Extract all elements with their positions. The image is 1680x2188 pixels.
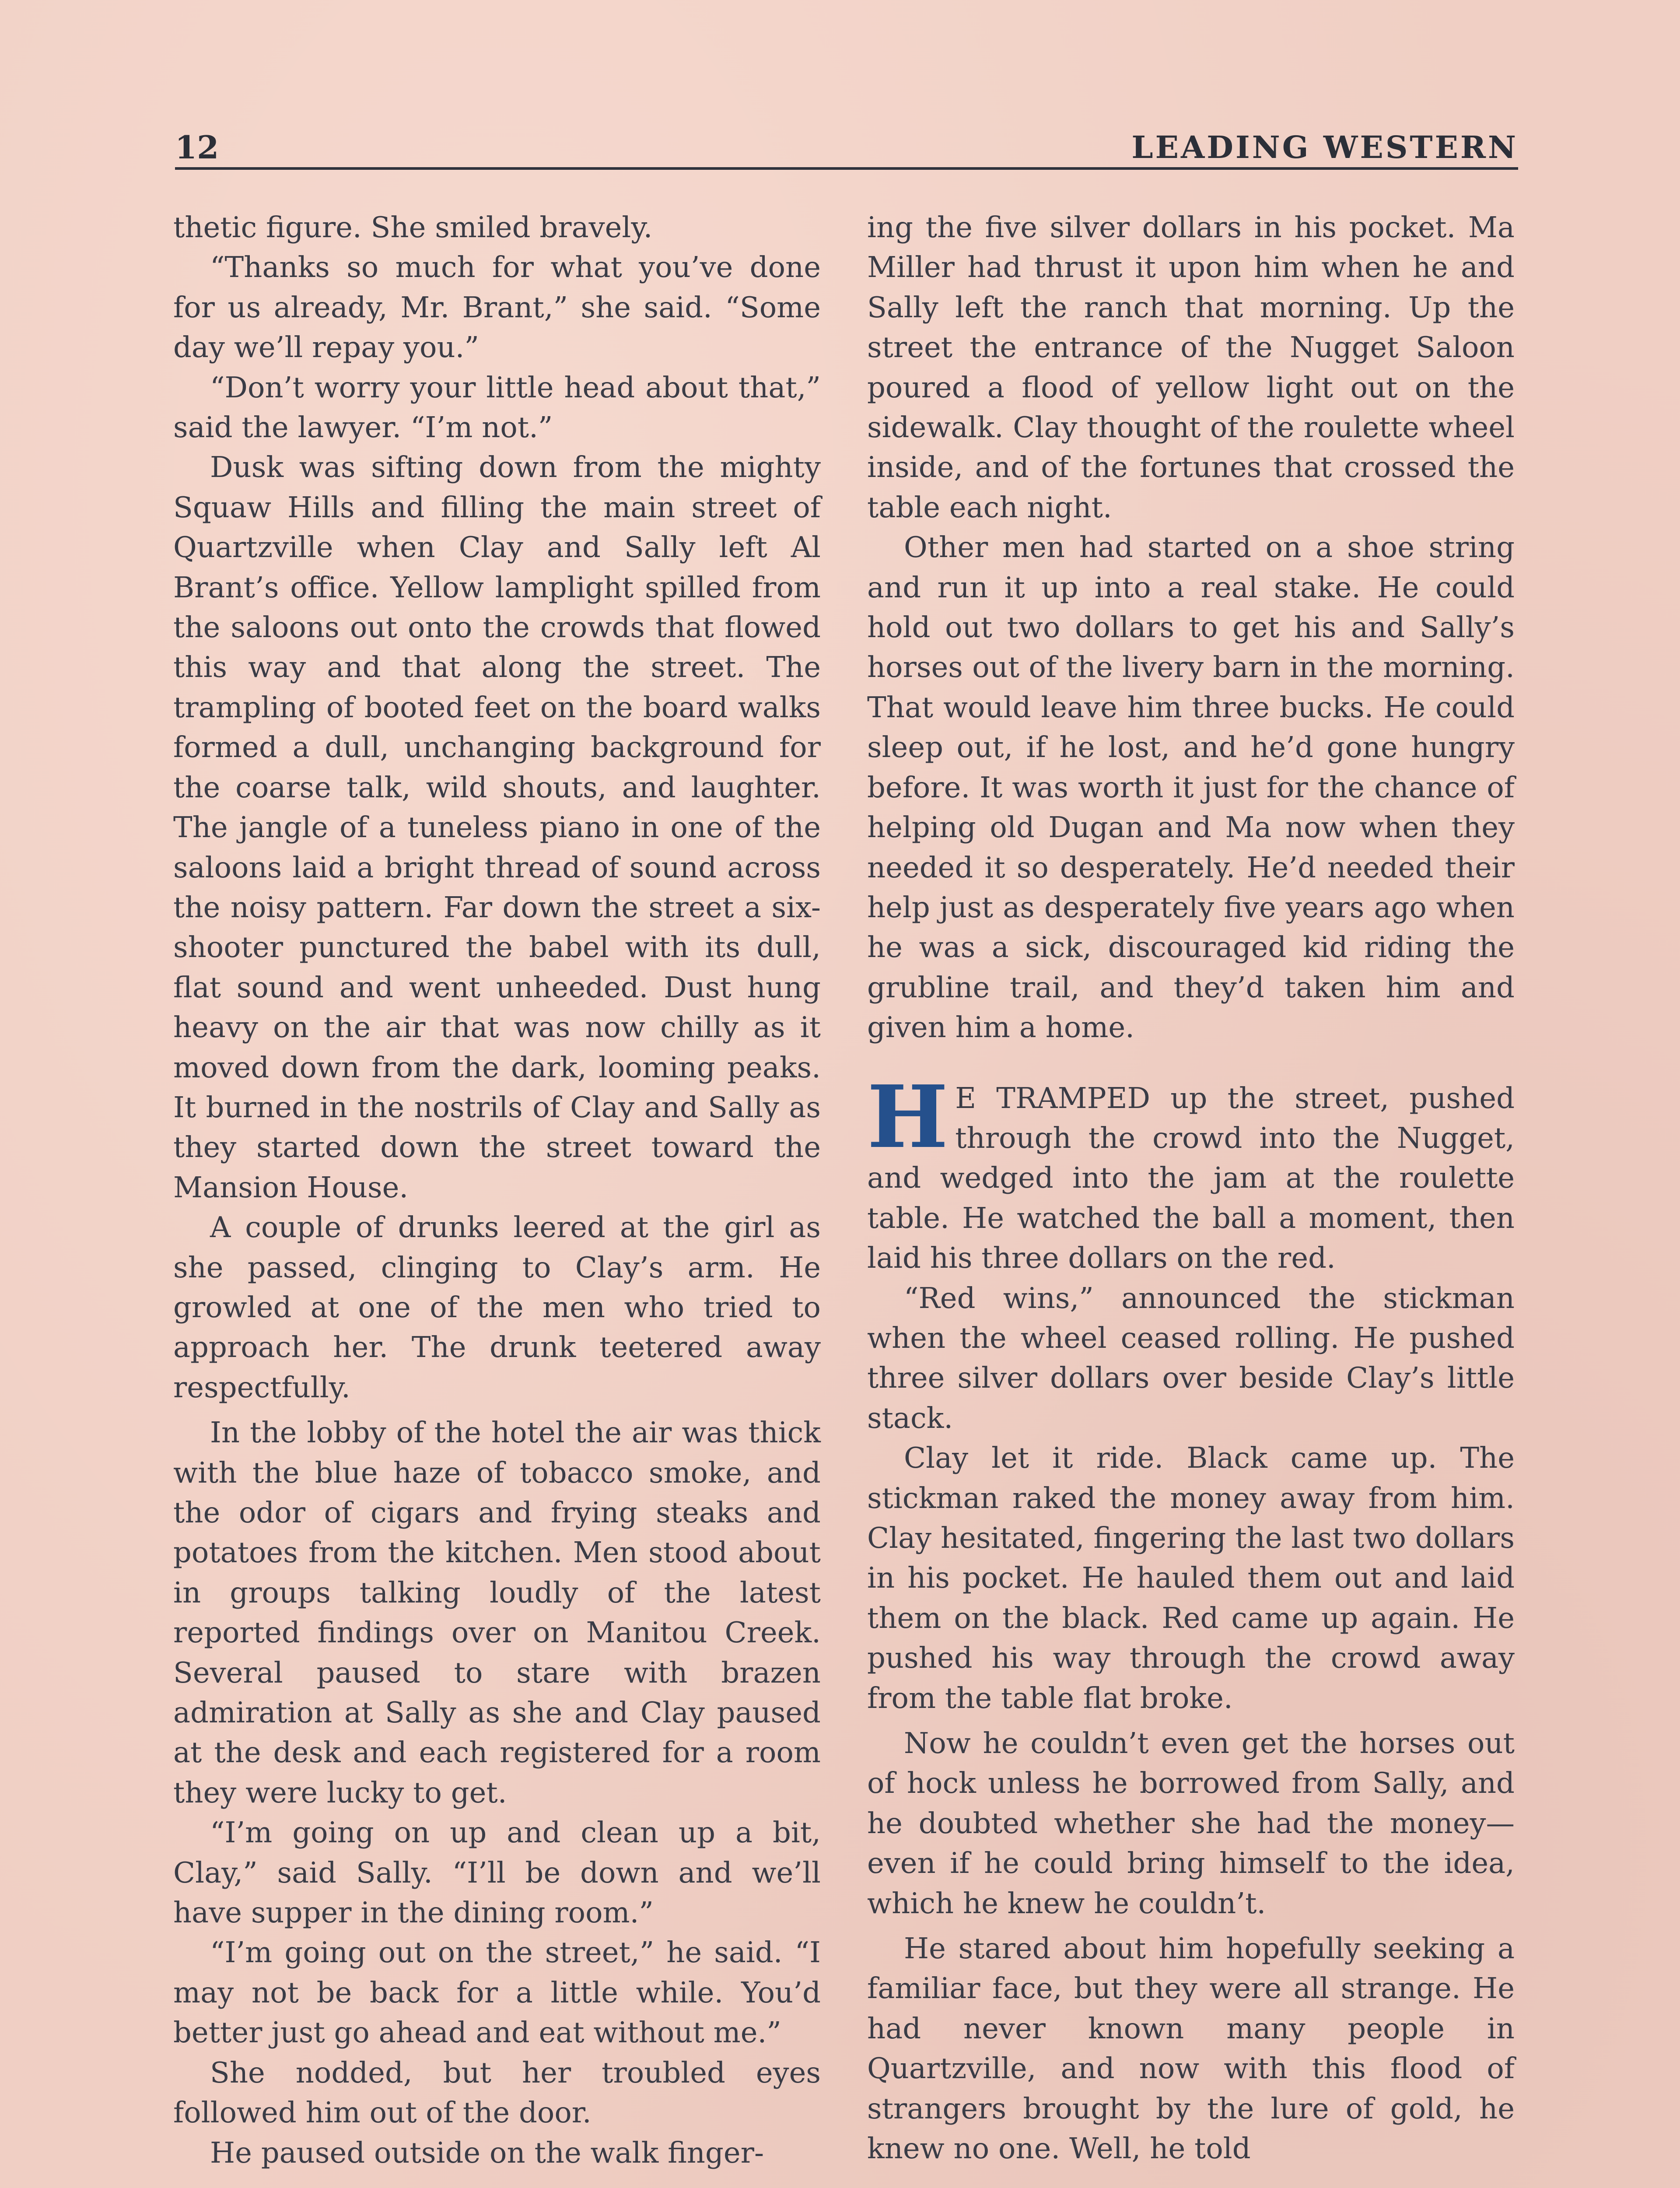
paragraph: Clay let it ride. Black came up. The stickman raked the money away from him. Clay hesitated, fingering the last two dollars in his pocket. He hauled them out and laid them on the black. Red came up again. He pushed his way through the crowd away from the table flat broke.	[867, 1441, 1515, 1715]
paragraph: A couple of drunks leered at the girl as she passed, clinging to Clay’s arm. He growled at one of the men who tried to approach her. The drunk teetered away respectfully.	[173, 1211, 821, 1404]
paragraph: She nodded, but her troubled eyes followed him out of the door.	[173, 2056, 821, 2130]
paragraph: “Don’t worry your little head about that,” said the lawyer. “I’m not.”	[173, 371, 821, 445]
paragraph: “I’m going out on the street,” he said. “I may not be back for a little while. You’d better just go ahead and eat without me.”	[173, 1936, 821, 2050]
paragraph: “I’m going on up and clean up a bit, Clay,” said Sally. “I’ll be down and we’ll have supper in the dining room.”	[173, 1816, 821, 1930]
paragraph: Now he couldn’t even get the horses out of hock unless he borrowed from Sally, and he doubted whether she had the money—even if he could bring himself to the idea, which he knew he couldn’t.	[867, 1727, 1515, 1920]
paragraph: In the lobby of the hotel the air was thick with the blue haze of tobacco smoke, and the odor of cigars and frying steaks and potatoes from the kitchen. Men stood about in groups talking loudly of the latest reported findings over on Manitou Creek. Several paused to stare with brazen admiration at Sally as she and Clay paused at the desk and each registered for a room they were lucky to get.	[173, 1416, 821, 1809]
paragraph: thetic figure. She smiled bravely.	[173, 211, 653, 244]
paragraph: ing the five silver dollars in his pocket. Ma Miller had thrust it upon him when he and Sally left the ranch that morning. Up the street the entrance of the Nugget Saloon poured a flood of yellow light out on the sidewalk. Clay thought of the roulette wheel inside, and of the fortunes that crossed the table each night.	[867, 211, 1515, 524]
paragraph: “Red wins,” announced the stickman when the wheel ceased rolling. He pushed three silver dollars over beside Clay’s little stack.	[867, 1281, 1515, 1435]
drop-cap-paragraph-text: E TRAMPED up the street, pushed through the crowd into the Nugget, and wedged into the jam at the roulette table. He watched the ball a moment, then laid his three dollars on the red.	[867, 1081, 1515, 1275]
paragraph: Other men had started on a shoe string and run it up into a real stake. He could hold out two dollars to get his and Sally’s horses out of the livery barn in the morning. That would leave him three bucks. He could sleep out, if he lost, and he’d gone hungry before. It was worth it just for the chance of helping old Dugan and Ma now when they needed it so desperately. He’d needed their help just as desperately five years ago when he was a sick, discouraged kid riding the grubline trail, and they’d taken him and given him a home.	[867, 531, 1515, 1045]
magazine-title: LEADING WESTERN	[1131, 129, 1518, 165]
page-header	[175, 128, 1518, 170]
page-number: 12	[175, 129, 219, 166]
paragraph: Dusk was sifting down from the mighty Squaw Hills and filling the main street of Quartzville when Clay and Sally left Al Brant’s office. Yellow lamplight spilled from the saloons out onto the crowds that flowed this way and that along the street. The trampling of booted feet on the board walks formed a dull, unchanging background for the coarse talk, wild shouts, and laughter. The jangle of a tuneless piano in one of the saloons laid a bright thread of sound across the noisy pattern. Far down the street a six-shooter punctured the babel with its dull, flat sound and went unheeded. Dust hung heavy on the air that was now chilly as it moved down from the dark, looming peaks. It burned in the nostrils of Clay and Sally as they started down the street toward the Mansion House.	[173, 451, 821, 1204]
drop-cap: H	[867, 1066, 948, 1168]
paragraph: He stared about him hopefully seeking a familiar face, but they were all strange. He had never known many people in Quartzville, and now with this flood of strangers brought by the lure of gold, he knew no one. Well, he told	[867, 1932, 1515, 2166]
right-column	[867, 208, 1515, 2169]
paragraph: “Thanks so much for what you’ve done for us already, Mr. Brant,” she said. “Some day we’ll repay you.”	[173, 251, 821, 365]
section-opening-paragraph	[867, 1066, 1515, 1279]
paragraph: He paused outside on the walk finger-	[210, 2136, 764, 2170]
left-column	[173, 208, 821, 2173]
